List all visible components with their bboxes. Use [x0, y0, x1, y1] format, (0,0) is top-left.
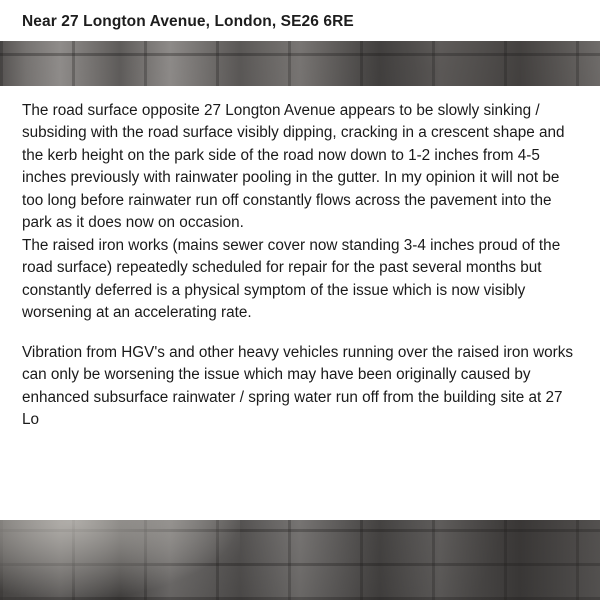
background-photo-gap-strip [0, 47, 600, 86]
report-paragraph-3: Vibration from HGV's and other heavy vehicles running over the raised iron works can only be worsening the issue which may have been originally caused by enhanced subsurface rainwater / spring water run off from the building site at 27 Lo [22, 343, 574, 429]
page-title: Near 27 Longton Avenue, London, SE26 6RE [22, 13, 354, 30]
report-paragraph-2: The raised iron works (mains sewer cover now standing 3-4 inches proud of the road surface) repeatedly scheduled for repair for the past several months but constantly deferred is a physical symptom of the issue which is now visibly worsening at an accelerating rate. [22, 236, 561, 322]
report-paragraph-1: The road surface opposite 27 Longton Avenue appears to be slowly sinking / subsiding with the road surface visibly dipping, cracking in a crescent shape and the kerb height on the park side of the road now down to 1-2 inches from 4-5 inches previously with rainwater pooling in the gutter. In my opinion it will not be too long before rainwater run off constantly flows across the pavement into the park as it does now on occasion. [22, 102, 565, 232]
report-body [0, 86, 600, 520]
location-header [0, 0, 600, 41]
